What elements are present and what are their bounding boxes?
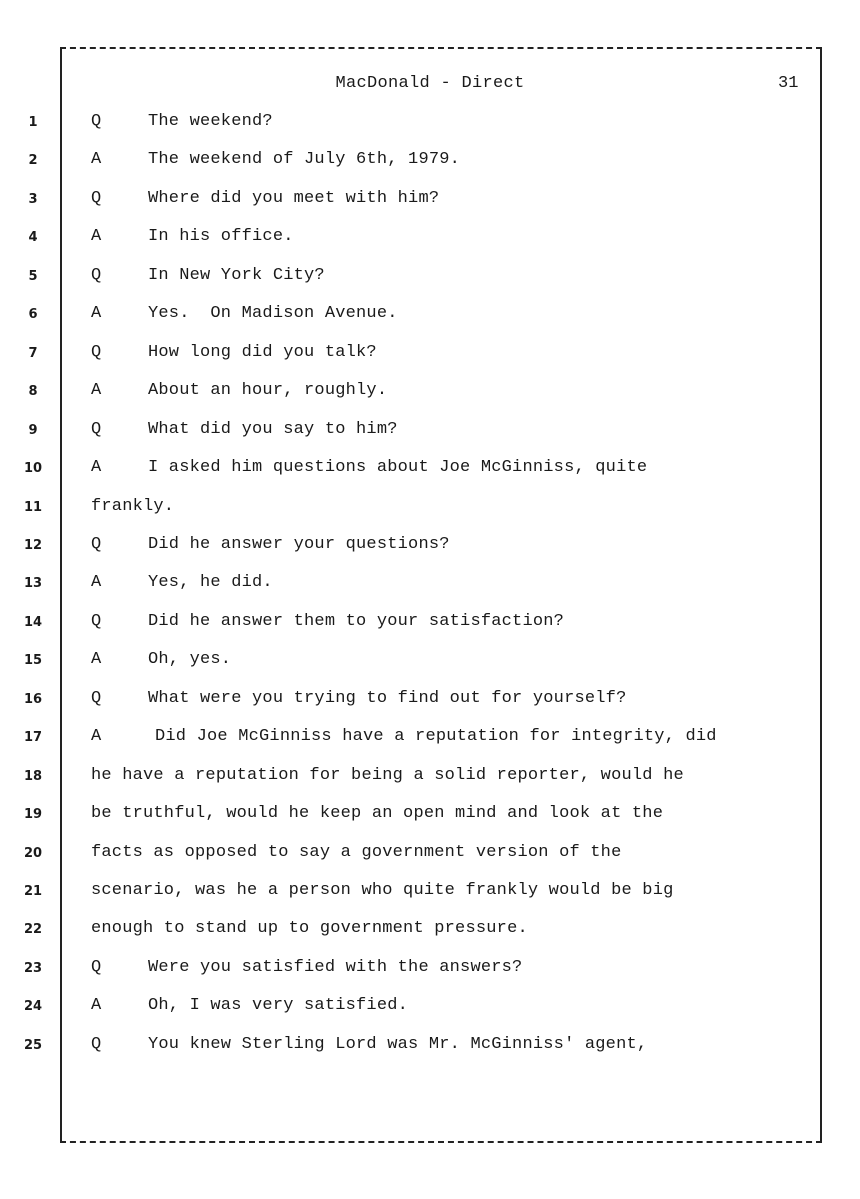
line-text: Where did you meet with him? bbox=[148, 188, 440, 208]
line-text: Yes, he did. bbox=[148, 573, 273, 593]
speaker-label: Q bbox=[91, 188, 102, 208]
line-text: scenario, was he a person who quite frankly would be big bbox=[91, 881, 674, 900]
line-number: 14 bbox=[23, 614, 43, 630]
line-number: 18 bbox=[23, 768, 43, 784]
transcript-line bbox=[0, 881, 860, 905]
speaker-label: A bbox=[91, 458, 102, 478]
line-text: I asked him questions about Joe McGinniss, quite bbox=[148, 458, 648, 478]
transcript-line bbox=[0, 958, 860, 982]
line-text: Oh, I was very satisfied. bbox=[148, 996, 409, 1016]
transcript-line bbox=[0, 843, 860, 867]
speaker-label: A bbox=[91, 150, 102, 170]
speaker-label: Q bbox=[91, 342, 102, 362]
line-text: About an hour, roughly. bbox=[148, 381, 388, 401]
transcript-line bbox=[0, 381, 860, 405]
line-text: What did you say to him? bbox=[148, 419, 398, 439]
transcript-line bbox=[0, 650, 860, 674]
transcript-line bbox=[0, 766, 860, 790]
speaker-label: A bbox=[91, 650, 102, 670]
page-number: 31 bbox=[778, 74, 799, 93]
transcript-line bbox=[0, 689, 860, 713]
line-number: 11 bbox=[23, 499, 43, 515]
line-number: 21 bbox=[23, 884, 43, 899]
speaker-label: A bbox=[91, 996, 102, 1016]
transcript-line bbox=[0, 535, 860, 559]
speaker-label: Q bbox=[91, 611, 102, 631]
line-number: 17 bbox=[23, 730, 43, 746]
line-number: 3 bbox=[28, 191, 38, 207]
transcript-line bbox=[0, 150, 860, 174]
transcript-line bbox=[0, 189, 860, 213]
line-text: The weekend of July 6th, 1979. bbox=[148, 150, 461, 170]
line-text: You knew Sterling Lord was Mr. McGinniss' agent, bbox=[148, 1034, 648, 1054]
line-text: enough to stand up to government pressure. bbox=[91, 919, 528, 939]
transcript-line bbox=[0, 420, 860, 444]
line-number: 22 bbox=[23, 922, 43, 938]
line-text: he have a reputation for being a solid reporter, would he bbox=[91, 765, 684, 785]
line-text: Oh, yes. bbox=[148, 650, 232, 670]
transcript-line bbox=[0, 112, 860, 136]
transcript-line bbox=[0, 266, 860, 290]
speaker-label: Q bbox=[91, 112, 102, 131]
speaker-label: A bbox=[91, 573, 102, 593]
transcript-line bbox=[0, 1035, 860, 1059]
line-number: 2 bbox=[28, 153, 38, 169]
transcript-line bbox=[0, 343, 860, 367]
line-number: 19 bbox=[23, 807, 43, 823]
line-text: frankly. bbox=[91, 496, 175, 516]
speaker-label: Q bbox=[91, 419, 102, 439]
line-number: 23 bbox=[23, 960, 43, 976]
speaker-label: Q bbox=[91, 688, 102, 708]
speaker-label: A bbox=[91, 727, 102, 747]
speaker-label: A bbox=[91, 304, 102, 324]
line-text: Did he answer them to your satisfaction? bbox=[148, 611, 565, 631]
line-text: be truthful, would he keep an open mind and look at the bbox=[91, 804, 664, 824]
line-text: In New York City? bbox=[148, 265, 325, 285]
speaker-label: Q bbox=[91, 265, 102, 285]
line-text: Did he answer your questions? bbox=[148, 534, 450, 554]
transcript-line bbox=[0, 727, 860, 751]
line-text: In his office. bbox=[148, 227, 294, 247]
speaker-label: A bbox=[91, 381, 102, 401]
line-number: 9 bbox=[28, 422, 38, 438]
speaker-label: Q bbox=[91, 957, 102, 977]
transcript-line bbox=[0, 497, 860, 521]
speaker-label: A bbox=[91, 227, 102, 247]
line-number: 25 bbox=[23, 1037, 43, 1053]
transcript-line bbox=[0, 612, 860, 636]
line-number: 4 bbox=[28, 230, 38, 246]
line-number: 8 bbox=[28, 384, 38, 400]
transcript-line bbox=[0, 458, 860, 482]
line-number: 20 bbox=[23, 845, 43, 861]
line-text: The weekend? bbox=[148, 112, 273, 131]
line-number: 24 bbox=[23, 999, 43, 1015]
line-number: 10 bbox=[23, 461, 43, 477]
line-number: 5 bbox=[28, 268, 38, 284]
transcript-line bbox=[0, 573, 860, 597]
line-text: What were you trying to find out for yourself? bbox=[148, 688, 627, 708]
line-text: Yes. On Madison Avenue. bbox=[148, 304, 398, 324]
transcript-line bbox=[0, 227, 860, 251]
transcript-line bbox=[0, 919, 860, 943]
line-number: 1 bbox=[28, 115, 38, 130]
page-header-title: MacDonald - Direct bbox=[335, 74, 525, 93]
line-number: 16 bbox=[23, 691, 43, 707]
line-text: Did Joe McGinniss have a reputation for integrity, did bbox=[155, 727, 717, 747]
speaker-label: Q bbox=[91, 1034, 102, 1054]
line-text: facts as opposed to say a government version of the bbox=[91, 842, 622, 862]
line-number: 15 bbox=[23, 653, 43, 669]
speaker-label: Q bbox=[91, 534, 102, 554]
transcript-line bbox=[0, 804, 860, 828]
transcript-line bbox=[0, 996, 860, 1020]
line-number: 7 bbox=[28, 345, 38, 361]
line-text: Were you satisfied with the answers? bbox=[148, 957, 523, 977]
line-text: How long did you talk? bbox=[148, 342, 377, 362]
line-number: 12 bbox=[23, 537, 43, 553]
transcript-line bbox=[0, 304, 860, 328]
line-number: 13 bbox=[23, 576, 43, 592]
line-number: 6 bbox=[28, 307, 38, 323]
